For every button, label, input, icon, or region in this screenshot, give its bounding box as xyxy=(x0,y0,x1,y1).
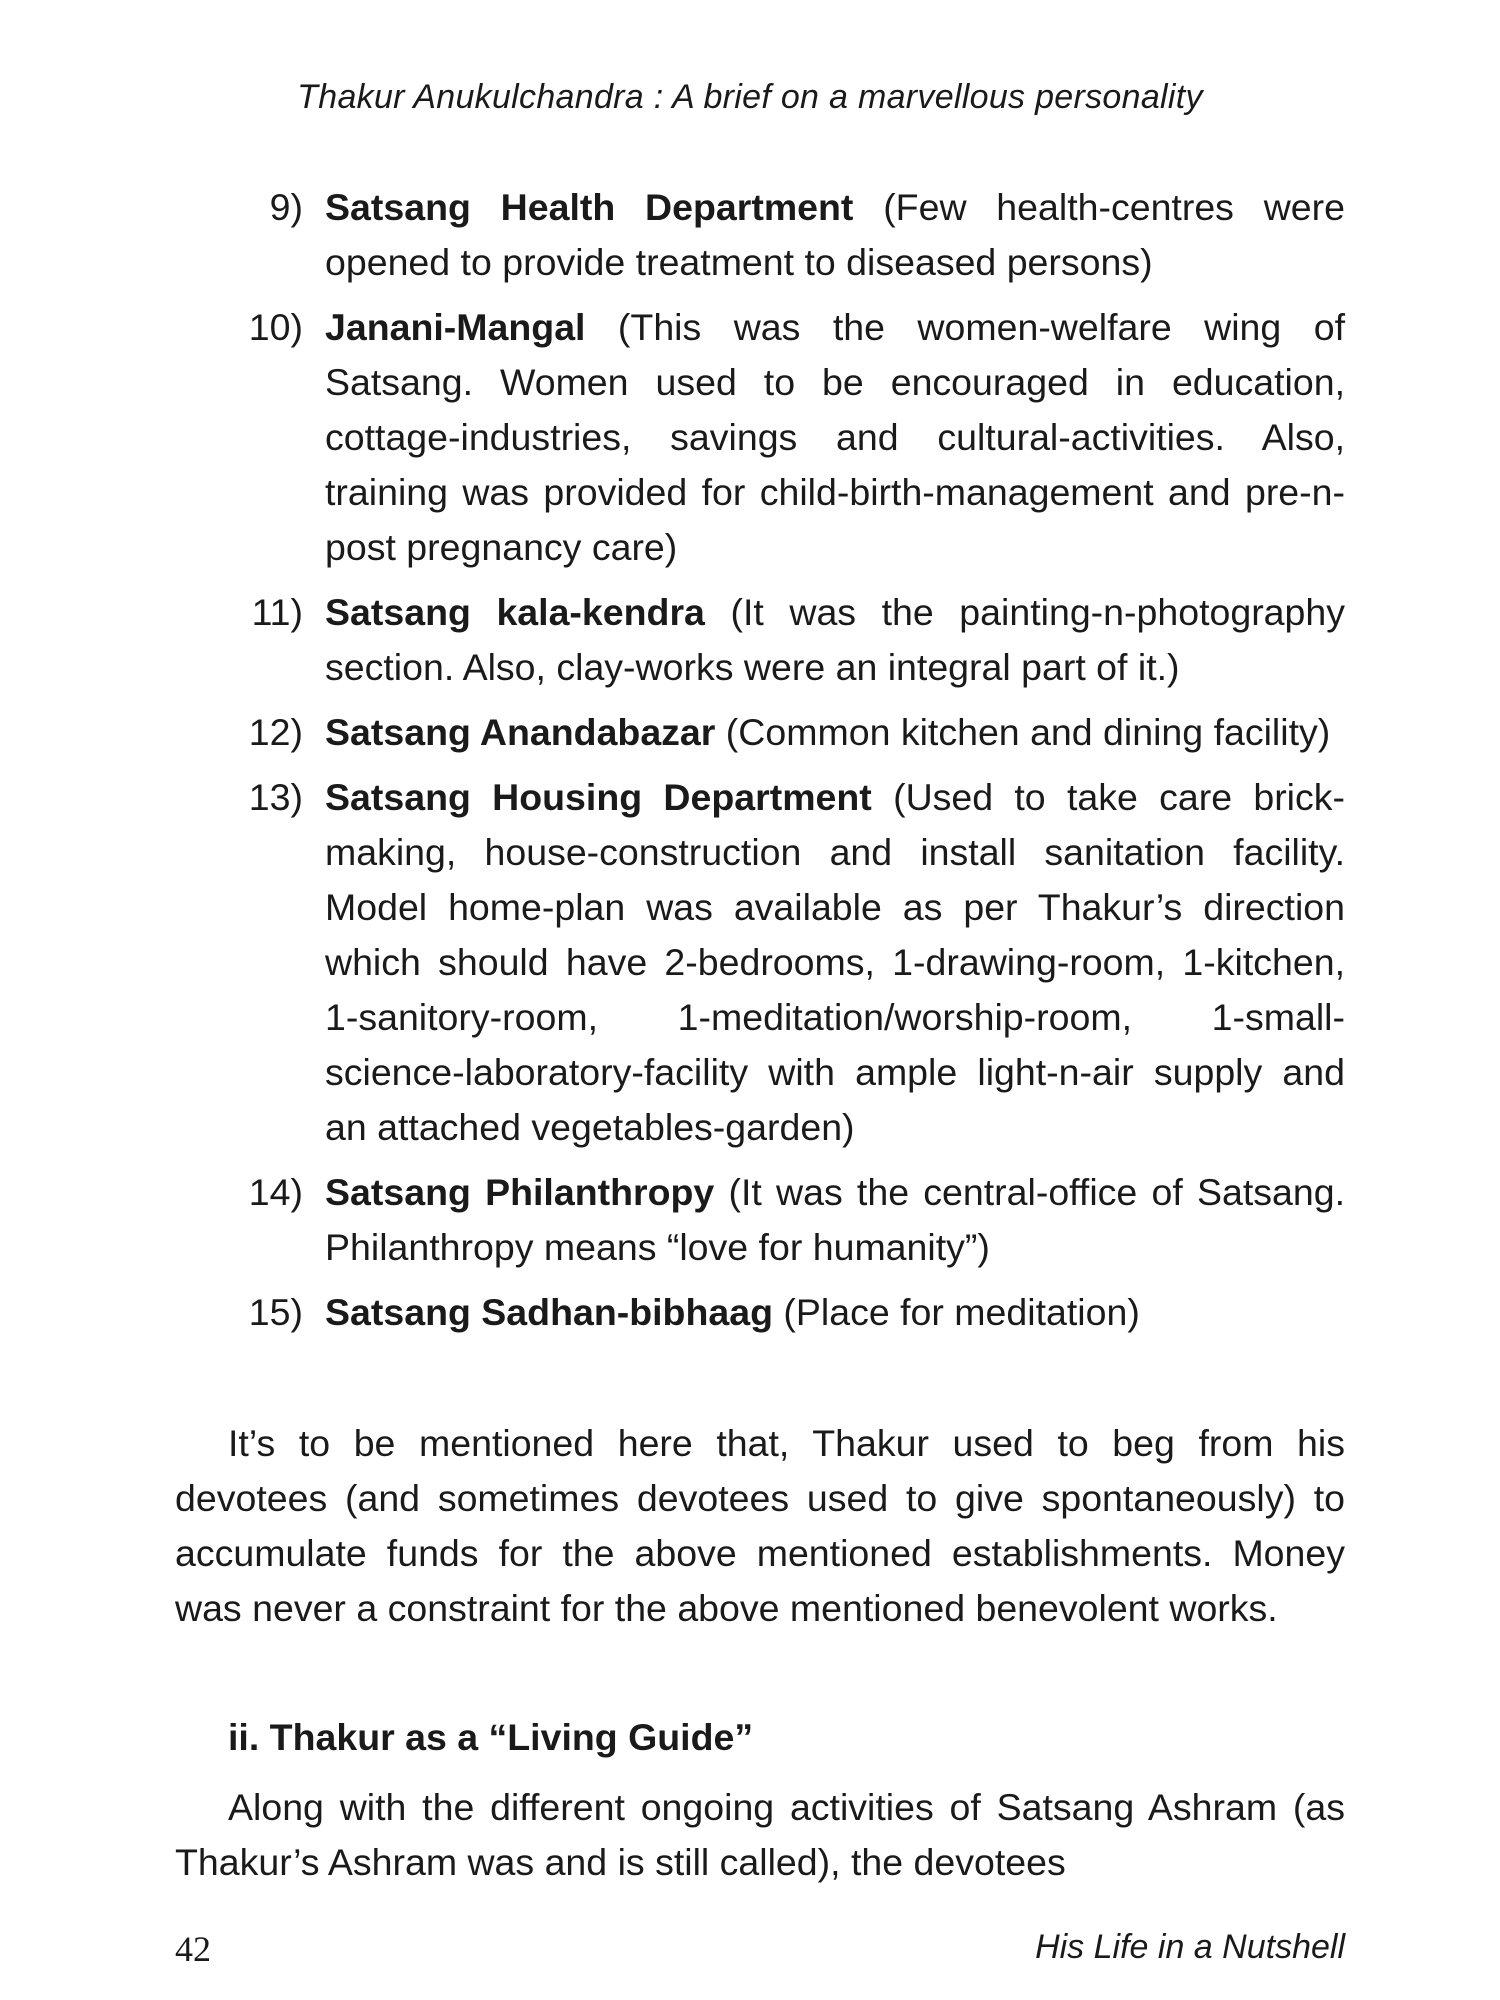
list-item-title: Janani-Mangal xyxy=(325,306,586,348)
list-item-number: 12) xyxy=(248,711,303,753)
list-item-title: Satsang kala-kendra xyxy=(325,591,705,633)
list-item-text: (It was the central-office of Satsang. Philanthropy means “love for humanity”) xyxy=(325,1171,1345,1268)
list-item-title: Satsang Anandabazar xyxy=(325,711,716,753)
funds-paragraph: It’s to be mentioned here that, Thakur used to beg from his devotees (and sometimes devotees used to give spontaneously) to accumulate funds for the above mentioned establishments. Money was never a constraint for the above mentioned benevolent works. xyxy=(175,1422,1345,1629)
list-item xyxy=(175,770,1345,1155)
list-item-number: 10) xyxy=(248,306,303,348)
list-item-title: Satsang Philanthropy xyxy=(325,1171,715,1213)
list-item xyxy=(175,585,1345,695)
list-item-title: Satsang Sadhan-bibhaag xyxy=(325,1291,773,1333)
list-item-number: 11) xyxy=(251,591,303,633)
list-item xyxy=(175,1285,1345,1340)
list-item-text: (It was the painting-n-photography section. Also, clay-works were an integral part of it.) xyxy=(325,591,1346,688)
list-item-text: (Place for meditation) xyxy=(773,1291,1140,1333)
section-heading: ii. Thakur as a “Living Guide” xyxy=(228,1716,754,1758)
establishments-list xyxy=(175,180,1345,1350)
list-item-text: (This was the women-welfare wing of Satsang. Women used to be encouraged in education, cottage-industries, savings and cultural-activities. Also, training was provided for child-birth-management and pre-n-post pregnancy care) xyxy=(325,306,1345,568)
list-item-title: Satsang Housing Department xyxy=(325,776,872,818)
list-item xyxy=(175,180,1345,290)
list-item-text: (Few health-centres were opened to provide treatment to diseased persons) xyxy=(325,186,1345,283)
list-item xyxy=(175,300,1345,575)
list-item-text: (Used to take care brick-making, house-construction and install sanitation facility. Model home-plan was available as per Thakur’s direction which should have 2-bedrooms, 1-drawing-room, 1-kitchen, 1-sanitory-room, 1-meditation/worship-room, 1-small-science-laboratory-facility with ample light-n-air supply and an attached vegetables-garden) xyxy=(325,776,1345,1148)
list-item-number: 14) xyxy=(248,1171,303,1213)
list-item-number: 13) xyxy=(248,776,303,818)
running-header: Thakur Anukulchandra : A brief on a marvellous personality xyxy=(297,78,1203,116)
running-footer: His Life in a Nutshell xyxy=(1035,1928,1345,1966)
list-item xyxy=(175,1165,1345,1275)
living-guide-paragraph: Along with the different ongoing activities of Satsang Ashram (as Thakur’s Ashram was and is still called), the devotees xyxy=(175,1786,1345,1883)
list-item-text: (Common kitchen and dining facility) xyxy=(715,711,1331,753)
list-item-number: 9) xyxy=(269,186,303,228)
list-item-number: 15) xyxy=(248,1291,303,1333)
list-item-title: Satsang Health Department xyxy=(325,186,854,228)
list-item xyxy=(175,705,1345,760)
page-number: 42 xyxy=(175,1929,211,1969)
